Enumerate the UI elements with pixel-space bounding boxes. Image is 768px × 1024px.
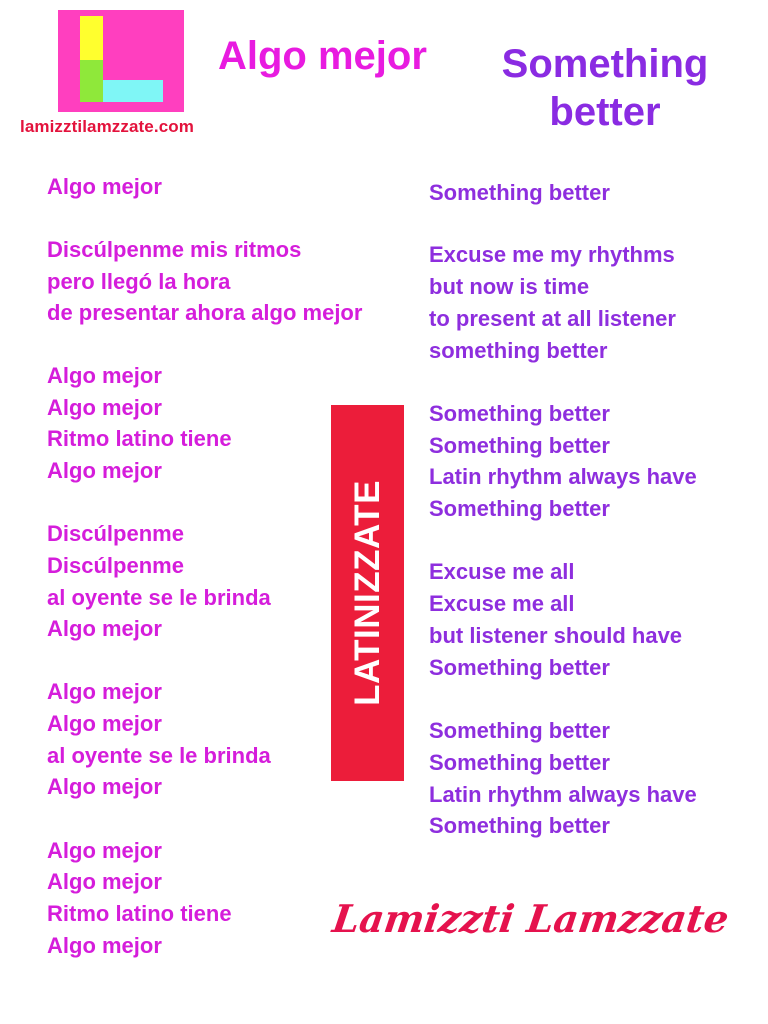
lyric-line-en: Something better [429, 718, 610, 743]
lyric-line-en: Something better [429, 655, 610, 680]
lyric-line-es: Algo mejor [47, 395, 162, 420]
lyric-line-es: Algo mejor [47, 679, 162, 704]
lyric-line-es: Algo mejor [47, 711, 162, 736]
lyric-line-es: Algo mejor [47, 869, 162, 894]
latinizzate-banner [331, 405, 404, 781]
lyric-line-es: Ritmo latino tiene [47, 901, 232, 926]
lyric-line-es: de presentar ahora algo mejor [47, 300, 363, 325]
lyric-line-en: Something better [429, 813, 610, 838]
lyric-line-es: Algo mejor [47, 174, 162, 199]
lyric-line-en: Something better [429, 180, 610, 205]
lyric-line-en: something better [429, 338, 608, 363]
logo-yellow-block [80, 16, 103, 60]
lyric-line-en: Something better [429, 750, 610, 775]
lyric-line-en: to present at all listener [429, 306, 676, 331]
lyric-line-en: Something better [429, 401, 610, 426]
logo [58, 10, 184, 112]
lyric-line-es: Discúlpenme [47, 553, 184, 578]
signature: Lamizzti Lamzzate [329, 896, 732, 941]
lyric-line-en: Something better [429, 496, 610, 521]
logo-cyan-block [103, 80, 163, 102]
lyric-line-en: Latin rhythm always have [429, 782, 697, 807]
lyric-line-en: Excuse me my rhythms [429, 242, 675, 267]
lyric-line-es: al oyente se le brinda [47, 743, 271, 768]
lyric-line-es: Discúlpenme [47, 521, 184, 546]
title-english: Something better [501, 42, 709, 134]
lyric-line-es: Algo mejor [47, 363, 162, 388]
lyric-line-es: Ritmo latino tiene [47, 426, 232, 451]
lyric-line-es: pero llegó la hora [47, 269, 231, 294]
lyric-line-es: Algo mejor [47, 774, 162, 799]
logo-green-block [80, 60, 103, 102]
lyric-line-es: Discúlpenme mis ritmos [47, 237, 302, 262]
lyric-line-es: al oyente se le brinda [47, 585, 271, 610]
lyric-line-en: Excuse me all [429, 591, 575, 616]
lyric-line-en: Something better [429, 433, 610, 458]
lyric-line-en: but now is time [429, 274, 590, 299]
lyric-line-es: Algo mejor [47, 458, 162, 483]
lyric-line-en: Latin rhythm always have [429, 464, 697, 489]
title-spanish: Algo mejor [218, 34, 427, 78]
lyric-line-es: Algo mejor [47, 616, 162, 641]
lyric-line-en: Excuse me all [429, 559, 575, 584]
lyric-line-es: Algo mejor [47, 838, 162, 863]
lyric-line-en: but listener should have [429, 623, 683, 648]
website-link[interactable]: lamizztilamzzate.com [20, 117, 194, 136]
banner-label: LATINIZZATE [347, 480, 387, 706]
lyric-line-es: Algo mejor [47, 933, 162, 958]
